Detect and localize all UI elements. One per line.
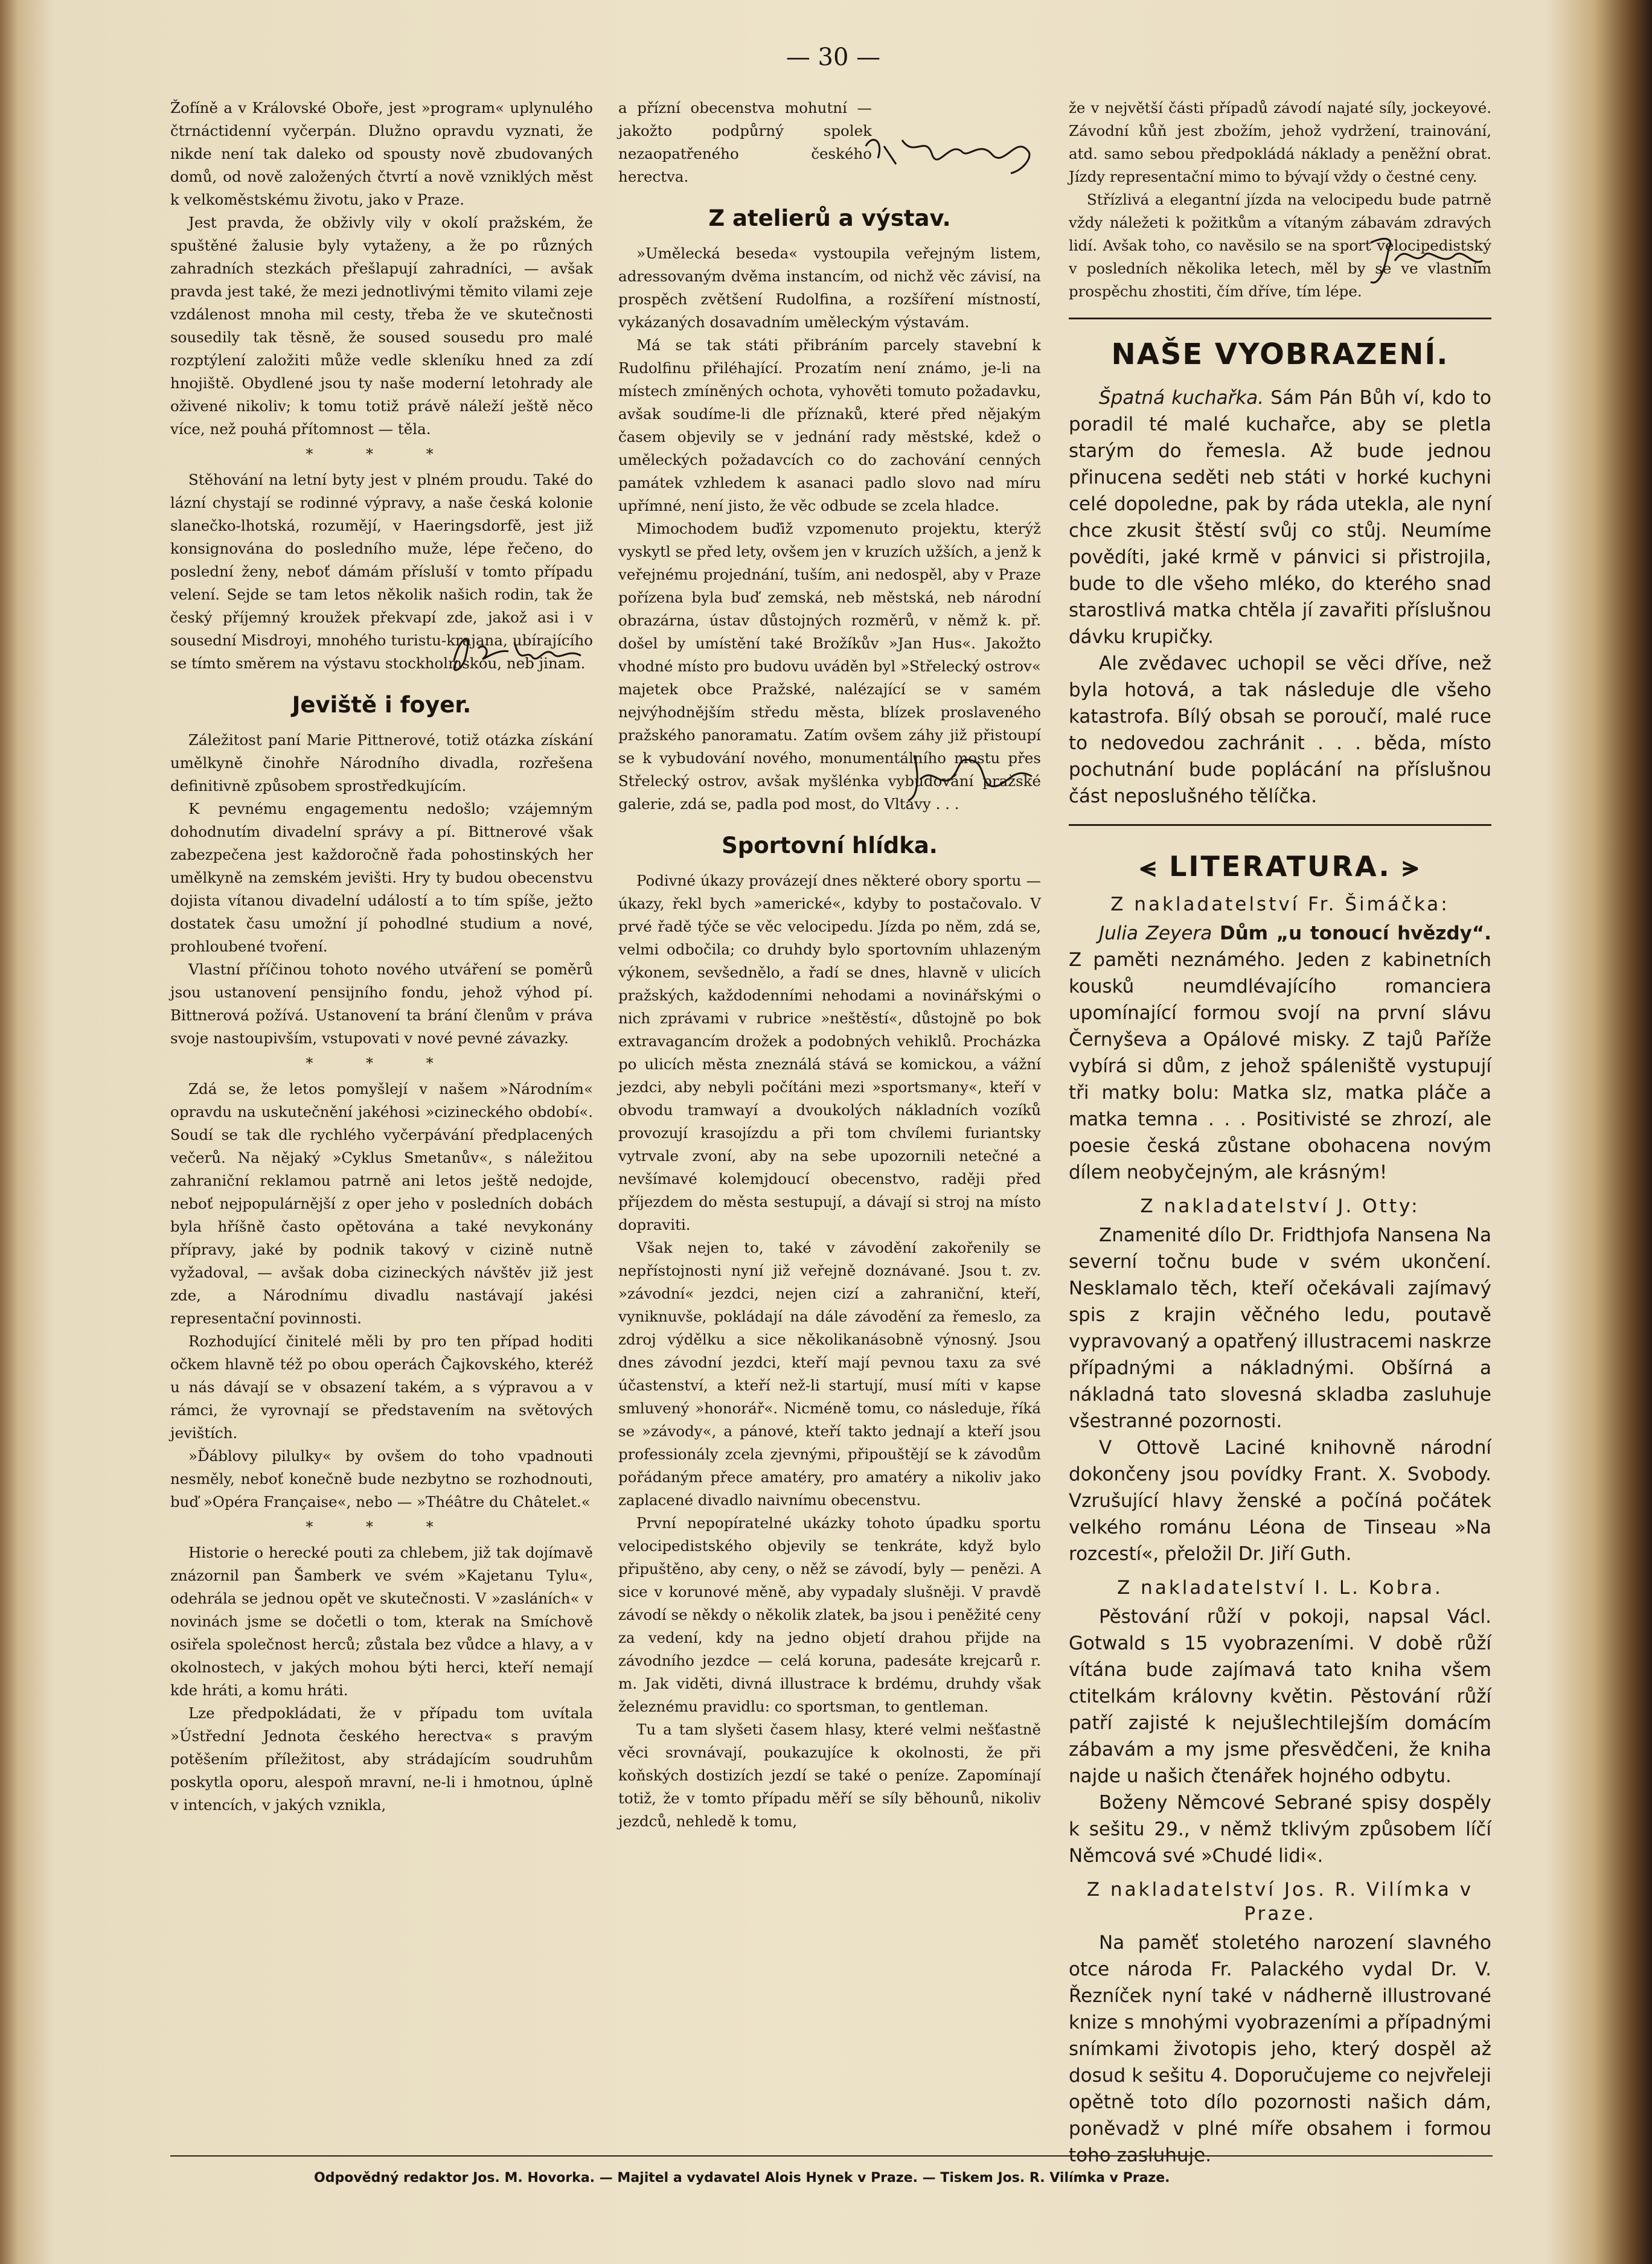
article-paragraph: »Umělecká beseda« vystoupila veřejným listem, adressovaným dvěma instancím, od nichž věc závisí, na prospěch zvětšení Rudolfina, a rozšíření místností, vykázaných dosavadním uměleckým výstavám.: [618, 245, 1041, 331]
imprint-footer: Odpovědný redaktor Jos. M. Hovorka. — Majitel a vydavatel Alois Hynek v Praze. — Tiskem Jos. R. Vilímka v Praze.: [314, 2170, 1170, 2186]
article-paragraph: Ale zvědavec uchopil se věci dříve, než byla hotová, a tak následuje dle všeho katastrofa. Bílý obsah se poroučí, malé ruce to nedovedou zachránit . . . běda, místo pochutnání bude poplácání na příslušnou část neposlušného tělíčka.: [1069, 653, 1491, 807]
section-stars: * * *: [306, 1055, 458, 1072]
section-heading-jeviste: Jeviště i foyer.: [292, 692, 472, 718]
book-review: Boženy Němcové Sebrané spisy dospěly k sešitu 29., v němž tklivým způsobem líčí Němcová své »Chudé lidi«.: [1069, 1792, 1491, 1867]
signature-block: [618, 517, 1041, 816]
handwritten-signature: [902, 743, 1041, 810]
article-paragraph: Však nejen to, také v závodění zakořenily se nepřístojnosti nyní již veřejně doznávané. Jsou t. zv. »závodní« jezdci, nejen cizí a zahraniční, kteří, vyniknuvše, pokládají na dále závodění za řemeslo, za zdroj výdělku a sice několikanásobně výnosný. Jsou dnes závodní jezdci, kteří mají pevnou taxu za své účastenství, a kteří než-li startují, musí míti v kapse smluvený »honorář«. Nicméně tomu, co následuje, říká se »závody«, a pánové, kteří takto jednají a kteří jsou professionály zcela zjevnými, připouštějí se k závodům pořádaným přece amatéry, pro amatéry a nikoliv jako zaplacené divadlo naivnímu obecenstvu.: [618, 1239, 1041, 1509]
section-heading-sport: Sportovní hlídka.: [722, 833, 938, 859]
column-right: [1069, 97, 1491, 2169]
footer-rule: [170, 2155, 1493, 2157]
publisher-heading: Z nakladatelství Jos. R. Vilímka v Praze.: [1086, 1879, 1474, 1925]
image-title: Špatná kuchařka.: [1099, 387, 1264, 409]
publisher-heading: Z nakladatelství Fr. Šimáčka:: [1110, 894, 1450, 915]
article-paragraph: a přízní obecenstva mohutní — jakožto podpůrný spolek nezaopatřeného českého herectva.: [618, 99, 872, 185]
article-paragraph: K pevnému engagementu nedošlo; vzájemným dohodnutím divadelní správy a pí. Bittnerové však zabezpečena jest každoročně řada pohostinských her umělkyně na zemském jevišti. Hry ty budou obecenstvu dojista vítanou divadelní událostí a to tím spíše, ježto dostatek času umožní jí pohodlné studium a nové, prohloubené tvoření.: [170, 800, 593, 955]
book-review: Julia Zeyera Dům „u tonoucí hvězdy“. Z paměti neznámého. Jeden z kabinetních kousků neumdlévajícího romanciera upomínající formou svojí na první slávu Černyševa a Opálové misky. Z tajů Paříže vybírá si dům, z jehož spáleniště vystupují tři matky bolu: Matka slz, matka pláče a matka temna . . . Positivisté se zhrozí, ale poesie česká zůstane obohacena novým dílem neobyčejným, ale krásným!: [1069, 923, 1492, 1183]
column-middle: [618, 97, 1041, 1833]
article-paragraph: Jest pravda, že obživly vily v okolí pražském, že spuštěné žalusie byly vytaženy, a že po různých zahradních stezkách přešlapují zahradníci, — avšak pravda jest také, že mezi jednotlivými těmito vilami zeje vzdálenost mnoha mil cesty, třeba že ve skutečnosti sousedily tak těsně, že soused sousedu pro malé rozptýlení založiti může vedle skleníku hned za zdí hnojiště. Obydlené jsou ty naše moderní letohrady ale oživené nikoliv; k tomu totiž právě náleží ještě něco více, než pouhá přítomnost — těla.: [170, 214, 593, 438]
handwritten-signature: [442, 624, 599, 679]
ornament-arrow-icon: ⪪: [1140, 850, 1170, 883]
section-rule: [1069, 824, 1491, 826]
book-review: V Ottově Laciné knihovně národní dokončeny jsou povídky Frant. X. Svobody. Vzrušující hlavy ženské a počíná počátek velkého románu Léona de Tinseau »Na rozcestí«, přeložil Dr. Jiří Guth.: [1069, 1437, 1491, 1565]
section-heading-vyobrazeni: NAŠE VYOBRAZENÍ.: [1111, 337, 1449, 371]
article-paragraph: Střízlivá a elegantní jízda na velocipedu bude patrně vždy náležeti k požitkům a vítaným zábavám zdravých lidí. Avšak toho, co navěsilo se na sport velocipedistský v posledních několika letech, měl by se ve vlastním prospěchu zhostiti, čím dříve, tím lépe.: [1069, 191, 1491, 300]
section-stars: * * *: [306, 1518, 458, 1535]
book-review: Znamenité dílo Dr. Fridthjofa Nansena Na severní točnu bude v svém ukončení. Nesklamalo těch, kteří očekávali zajímavý spis z krajin věčného ledu, poutavě vypravovaný a opatřený illustracemi naskrze případnými a nákladnými. Obšírná a nákladná tato slovesná skladba zasluhuje všestranné pozornosti.: [1069, 1224, 1491, 1432]
article-paragraph: První nepopíratelné ukázky tohoto úpadku sportu velocipedistského objevily se tenkráte, když bylo připuštěno, aby ceny, o něž se závodí, byly — penězi. A sice v korunové měně, aby vypadaly slušněji. V pravdě závodí se někdy o několik zlatek, ba jsou i peněžité ceny za vedení, kdy na jedno objetí drahou přijde na závodního jezdce — celá koruna, padesáte krejcarů r. m. Jak viděti, divná illustrace k brdému, druhdy však železnému pravidlu: co sportsman, to gentleman.: [618, 1514, 1041, 1715]
article-paragraph: Mimochodem buďiž vzpomenuto projektu, kterýž vyskytl se před lety, ovšem jen v kruzích užších, a jenž k veřejnému projednání, tuším, ani nedospěl, aby v Praze pořízena byla buď zemská, neb městská, neb národní obrazárna, ústav důstojných rozměrů, v němž k. př. došel by umístění také Brožíkův »Jan Hus«. Jakožto vhodné místo pro budovu uváděn byl »Střelecký ostrov« majetek obce Pražské, nalézající se v samém nejvýhodnějším středu města, blízek proslaveného pražského panoramatu. Zatím ovšem záhy již přistoupí se k vybudování nového, monumentálního mostu přes Střelecký ostrov, avšak myšlénka vybudování pražské galerie, zdá se, padla pod most, do Vltavy . . .: [618, 520, 1041, 813]
handwritten-signature: [1359, 225, 1491, 291]
article-paragraph: Má se tak státi přibráním parcely stavební k Rudolfinu přiléhající. Prozatím není známo, je-li na místech zmíněných ochota, vyhověti tomuto požadavku, avšak soudíme-li dle příznaků, které před nějakým časem objevily se v jednání rady městské, kdež o uměleckých požadavcích co do zachování cenných památek vzhledem k asanaci padlo slovo nad míru upřímné, není jisto, že věc odbude se zcela hladce.: [618, 336, 1041, 514]
section-rule: [1069, 318, 1491, 319]
article-paragraph: Zdá se, že letos pomyšlejí v našem »Národním« opravdu na uskutečnění jakéhosi »cizineckého období«. Soudí se tak dle rychlého vyčerpávání předplacených večerů. Na nějaký »Cyklus Smetanův«, s náležitou zahraniční reklamou patrně ani letos ještě nedojde, neboť nejpopulárnější z oper jeho v posledních dobách byla hříšně často opětována a také nevykonány přípravy, jaké by podnik takový v cizině nutně vyžadoval, — avšak doba cizineckých návštěv již jest zde, a Národnímu divadlu nastávají jakési representační povinnosti.: [170, 1080, 593, 1327]
article-paragraph: »Ďáblovy pilulky« by ovšem do toho vpadnouti nesměly, neboť konečně bude nezbytno se rozhodnouti, buď »Opéra Française«, nebo — »Théâtre du Châtelet.«: [170, 1447, 593, 1511]
publisher-heading: Z nakladatelství I. L. Kobra.: [1117, 1577, 1443, 1599]
article-paragraph: Stěhování na letní byty jest v plném proudu. Také do lázní chystají se rodinné výpravy, a naše česká kolonie slanečko-lhotská, rozumějí, v Haeringsdorfě, jest již konsignována do posledního muže, lépe řečeno, do poslední ženy, neboť dámám přísluší v tomto případu velení. Sejde se tam letos několik našich rodin, tak že český příjemný kroužek překvapí zde, jakož asi i v sousední Misdroyi, mnohého turistu-krajana, ubírajícího se tímto směrem na výstavu stockholmskou, neb jinam.: [170, 471, 593, 672]
section-heading-ateliery: Z atelierů a výstav.: [708, 205, 951, 231]
signature-block: [618, 97, 1041, 188]
book-review: Pěstování růží v pokoji, napsal Václ. Gotwald s 15 vyobrazeními. V době růží vítána bude zajímavá tato kniha všem ctitelkám královny květin. Pěstování růží patří zajisté k nejušlechtilejším domácím zábavám a my jsme přesvědčeni, že kniha najde u našich čtenářek hojného odbytu.: [1069, 1606, 1491, 1787]
article-paragraph: že v největší části případů závodí najaté síly, jockeyové. Závodní kůň jest zbožím, jehož vydržení, trainování, atd. samo sebou předpokládá náklady a peněžní obrat. Jízdy representační mimo to bývají vždy o čestné ceny.: [1069, 99, 1491, 185]
article-paragraph: Historie o herecké pouti za chlebem, již tak dojímavě znázornil pan Šamberk ve svém »Kajetanu Tylu«, odehrála se jednou opět ve skutečnosti. V »zasláních« v novinách jsme se dočetli o tom, kterak na Smíchově osiřela společnost herců; zůstala bez vůdce a hlavy, a v okolnostech, v jakých mohou býti herci, kteří nemají kde hráti, a komu hráti.: [170, 1544, 593, 1699]
article-paragraph: Podivné úkazy provázejí dnes některé obory sportu — úkazy, řekl bych »americké«, kdyby to postačovalo. V prvé řadě týče se věc velocipedu. Jízda po něm, zdá se, velmi odbočila; co druhdy bylo sportovním uhlazeným výkonem, sevšednělo, a řadí se dnes, hlavně v ulicích pražských, každodenními nehodami a novinářskými o nich zprávami v rubrice »neštěstí«, důstojně po bok extravagancím drožek a podobných vehiklů. Procházka po ulicích města zneználá stává se komickou, a vážní jezdci, aby nebyli počítáni mezi »sportsmany«, kteří v obvodu tramwayí a dvoukolých nákladních vozíků provozují krasojízdu a při tom chvílemi furiantsky vytrvale zvoní, aby na sebe upozornili netečné a nevšímavé kolemjdoucí obecenstvo, raději před příjezdem do města sestupují, a dávají si stroj na místo dopraviti.: [618, 872, 1041, 1233]
article-paragraph: Špatná kuchařka. Sám Pán Bůh ví, kdo to poradil té malé kuchařce, aby se pletla starým do řemesla. Až bude jednou přinucena seděti neb státi v horké kuchyni celé dopoledne, pak by ráda utekla, ale nyní chce zkusit štěstí svůj co stůj. Neumíme povědíti, jaké krmě v pánvici si přistrojila, bude to dle všeho mléko, do kterého snad starostlivá matka chtěla jí zavařiti příslušnou dávku krupičky.: [1069, 387, 1491, 648]
article-paragraph: Žofíně a v Královské Oboře, jest »program« uplynulého čtrnáctidenní vyčerpán. Dlužno opravdu vyznati, že nikde není tak daleko od spousty nově zbudovaných domů, od nově založených čtvrtí a nově vzniklých měst k velkoměstskému životu, jako v Praze.: [170, 99, 593, 208]
section-stars: * * *: [306, 446, 458, 462]
book-review: Na paměť stoletého narození slavného otce národa Fr. Palackého vydal Dr. V. Řezníček nyní také v nádherně illustrované knize s mnohými vyobrazeními a případnými snímkami životopis jeho, který dospěl až dosud k sešitu 4. Doporučujeme co nejvřeleji opětně toto dílo pozornosti našich dám, poněvadž v plné míře obsahem i formou toho zasluhuje.: [1069, 1932, 1491, 2166]
signature-block: [1069, 188, 1491, 303]
handwritten-signature: [860, 122, 1041, 188]
ornament-arrow-icon: ⪫: [1391, 850, 1420, 883]
publisher-heading: Z nakladatelství J. Otty:: [1140, 1195, 1420, 1217]
article-paragraph: Tu a tam slyšeti časem hlasy, které velmi nešťastně věci srovnávají, poukazujíce k okolnosti, že při koňských dostizích jezdí se také o peníze. Zapomínají totiž, že v tomto případu měří se síly běhounů, nikoliv jezdců, nehledě k tomu,: [618, 1721, 1041, 1830]
article-paragraph: Lze předpokládati, že v případu tom uvítala »Ústřední Jednota českého herectva« s pravým potěšením příležitost, aby strádajícím soudruhům poskytla oporu, alespoň mravní, ne-li i hmotnou, úplně v intencích, v jakých vznikla,: [170, 1704, 593, 1814]
column-left: [170, 97, 593, 1817]
article-paragraph: Záležitost paní Marie Pittnerové, totiž otázka získání umělkyně činohře Národního divadla, rozřešena definitivně způsobem sprostředkujícím.: [170, 731, 593, 795]
section-heading-literatura: ⪪ LITERATURA. ⪫: [1140, 850, 1420, 883]
page-number: — 30 —: [786, 43, 881, 71]
signature-block: [170, 468, 593, 675]
article-paragraph: Vlastní příčinou tohoto nového utváření se poměrů jsou ustanovení pensijního fondu, jehož výhod pí. Bittnerová požívá. Ustanovení ta brání členům v práva svoje nastoupivším, vstupovati v nové pevné závazky.: [170, 961, 593, 1047]
article-paragraph: Rozhodující činitelé měli by pro ten případ hoditi očkem hlavně též po obou operách Čajkovského, kteréž u nás dávají se v obsazení takém, a s výpravou a v rámci, že vyrovnají se představením na světových jevištích.: [170, 1332, 593, 1442]
